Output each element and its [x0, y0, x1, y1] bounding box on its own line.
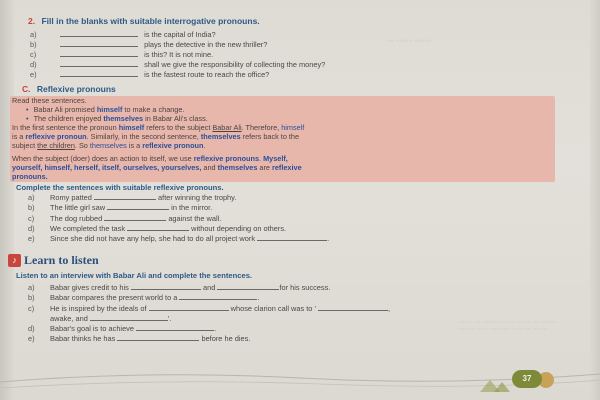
- answer-blank[interactable]: [217, 283, 279, 290]
- section-c-letter: C.: [22, 84, 31, 94]
- answer-blank[interactable]: [257, 234, 330, 244]
- highlight: reflexive pronoun: [142, 141, 204, 150]
- reflexive-exercise-list: [28, 193, 528, 244]
- intro-line: [12, 96, 552, 105]
- list-item: [28, 193, 528, 203]
- text: is a: [126, 141, 143, 150]
- listening-exercise-list: [28, 283, 548, 345]
- page-shadow-right: [590, 0, 600, 400]
- answer-blank[interactable]: [136, 324, 217, 334]
- explanation-line: [12, 132, 552, 141]
- section-c-heading: [22, 84, 116, 94]
- section-2-title: Fill in the blanks with suitable interrogative pronouns.: [41, 16, 260, 26]
- text: and: [201, 163, 218, 172]
- text: subject: [12, 141, 38, 150]
- item-letter: c): [28, 213, 35, 223]
- bleed-through-text: ~~~~ ~~ ~~~~~~ ~~~ ~~~~ ~~ ~~~~ ~~~~~ ~~~ ~~~~~~ ~~~ ~~ ~~~~: [458, 320, 556, 333]
- intro-text: Read these sentences.: [12, 96, 87, 105]
- item-text: .: [214, 324, 217, 334]
- answer-blank[interactable]: [149, 304, 229, 311]
- text: Babar Ali promised: [33, 105, 97, 114]
- item-text: awake, and: [50, 313, 88, 323]
- highlight: reflexive pronoun: [25, 132, 87, 141]
- item-letter: b): [28, 293, 35, 303]
- item-letter: c): [28, 303, 35, 313]
- item-text: whose clarion call was to ': [230, 303, 316, 313]
- item-text: against the wall.: [168, 213, 222, 223]
- text: . So: [74, 141, 90, 150]
- page-shadow-left: [0, 0, 14, 400]
- item-text: is this? It is not mine.: [144, 50, 214, 59]
- highlight: Myself,: [263, 154, 288, 163]
- answer-blank[interactable]: [104, 214, 166, 221]
- bullet-line: [12, 114, 552, 123]
- list-item: [28, 304, 548, 314]
- highlight: himself: [96, 105, 123, 114]
- text: are: [257, 163, 273, 172]
- list-item: [28, 283, 548, 293]
- definition-line: [12, 163, 552, 172]
- answer-blank[interactable]: [117, 334, 199, 341]
- text: . Therefore,: [241, 123, 282, 132]
- highlight: themselves: [89, 141, 127, 150]
- item-text: He is inspired by the ideals of: [50, 303, 147, 313]
- highlight: reflexive pronouns: [193, 154, 260, 163]
- section-c-title: Reflexive pronouns: [36, 84, 116, 94]
- item-letter: e): [28, 334, 35, 344]
- answer-blank[interactable]: [60, 50, 138, 57]
- highlight: himself: [281, 123, 305, 132]
- item-text: We completed the task: [50, 223, 126, 233]
- answer-blank[interactable]: [90, 314, 168, 321]
- item-text: plays the detective in the new thriller?: [144, 40, 268, 49]
- item-letter: d): [28, 324, 35, 334]
- text: refers to the subject: [144, 123, 213, 132]
- text: . Similarly, in the second sentence,: [86, 132, 201, 141]
- item-text: shall we give the responsibility of collecting the money?: [144, 60, 326, 69]
- text: to make a change.: [122, 105, 185, 114]
- item-text: The little girl saw: [50, 203, 106, 213]
- answer-blank[interactable]: [131, 283, 201, 290]
- list-item: [28, 203, 528, 213]
- item-text: for his success.: [279, 283, 331, 292]
- list-item: [28, 293, 548, 303]
- answer-blank[interactable]: [107, 203, 169, 210]
- text: refers back to the: [240, 132, 300, 141]
- list-item: [28, 234, 528, 244]
- explanation-line: [12, 141, 552, 150]
- text: When the subject (doer) does an action to itself, we use: [12, 154, 194, 163]
- item-text: without depending on others.: [191, 223, 287, 233]
- list-item: [28, 334, 548, 344]
- item-letter: b): [30, 40, 37, 49]
- item-text: before he dies.: [201, 334, 251, 344]
- list-item: [30, 60, 500, 70]
- bullet-icon: •: [26, 105, 29, 114]
- answer-blank[interactable]: [318, 303, 391, 313]
- item-letter: b): [28, 203, 35, 213]
- item-letter: a): [28, 283, 35, 292]
- item-text: in the mirror.: [171, 203, 213, 213]
- text: .: [203, 141, 206, 150]
- text: The children enjoyed: [33, 114, 104, 123]
- item-letter: e): [30, 70, 37, 79]
- highlight: themselves: [200, 132, 241, 141]
- item-text: .: [257, 293, 260, 303]
- definition-line: [12, 154, 552, 163]
- item-letter: c): [30, 50, 37, 59]
- highlight: himself: [118, 123, 145, 132]
- highlight: reflexive: [272, 163, 302, 172]
- footer-wave-decoration: [0, 362, 600, 400]
- item-letter: e): [28, 234, 35, 244]
- underlined: the children: [37, 141, 75, 150]
- answer-blank[interactable]: [60, 70, 138, 77]
- answer-blank[interactable]: [60, 60, 138, 67]
- highlight: themselves: [217, 163, 258, 172]
- answer-blank[interactable]: [127, 224, 189, 231]
- answer-blank[interactable]: [94, 193, 156, 200]
- page-number: 37: [512, 370, 542, 388]
- explanation-line: [12, 123, 552, 132]
- text: .: [259, 154, 264, 163]
- item-text: Babar gives credit to his: [50, 283, 129, 292]
- item-text: Romy patted: [50, 193, 92, 202]
- item-text: Babar compares the present world to a: [50, 293, 178, 303]
- item-text: after winning the trophy.: [158, 193, 237, 202]
- item-text: and: [203, 283, 216, 292]
- bullet-icon: •: [26, 114, 29, 123]
- item-text: is the fastest route to reach the office?: [144, 70, 270, 79]
- highlight: pronouns.: [12, 172, 48, 181]
- bleed-through-text: ~ ~~~ ~~~: [388, 36, 431, 47]
- section-2-number: 2.: [28, 16, 36, 26]
- complete-heading: Complete the sentences with suitable reflexive pronouns.: [16, 183, 224, 192]
- text: in Babar Ali's class.: [143, 114, 208, 123]
- highlight: yourself, himself, herself, itself, ourselves, yourselves,: [12, 163, 202, 172]
- item-text: Babar's goal is to achieve: [50, 324, 134, 334]
- bullet-line: [12, 105, 552, 114]
- answer-blank[interactable]: [60, 40, 138, 47]
- list-item: [28, 214, 528, 224]
- section-2-heading: [28, 16, 260, 26]
- text: In the first sentence the pronoun: [12, 123, 119, 132]
- item-letter: a): [30, 30, 37, 39]
- listen-subtitle: Listen to an interview with Babar Ali and complete the sentences.: [16, 271, 253, 280]
- reflexive-info-text: [12, 96, 552, 181]
- item-text: The dog rubbed: [50, 213, 103, 223]
- definition-line: [12, 172, 552, 181]
- highlight: themselves: [103, 114, 144, 123]
- item-letter: d): [28, 223, 35, 233]
- list-item: [28, 224, 528, 234]
- item-text: '.: [167, 313, 172, 323]
- listen-title: Learn to listen: [24, 253, 99, 267]
- item-text: is the capital of India?: [144, 30, 216, 39]
- item-text: Babar thinks he has: [50, 334, 116, 344]
- answer-blank[interactable]: [60, 30, 138, 37]
- answer-blank[interactable]: [179, 293, 260, 303]
- item-text: .: [327, 234, 330, 244]
- ear-icon: ♪: [8, 254, 21, 267]
- item-text: Since she did not have any help, she had to do all project work: [50, 234, 256, 244]
- item-text: ,: [387, 303, 391, 313]
- list-item: [30, 70, 500, 80]
- list-item: [30, 50, 500, 60]
- text: is a: [12, 132, 26, 141]
- item-letter: d): [30, 60, 37, 69]
- item-letter: a): [28, 193, 35, 202]
- underlined: Babar Ali: [212, 123, 242, 132]
